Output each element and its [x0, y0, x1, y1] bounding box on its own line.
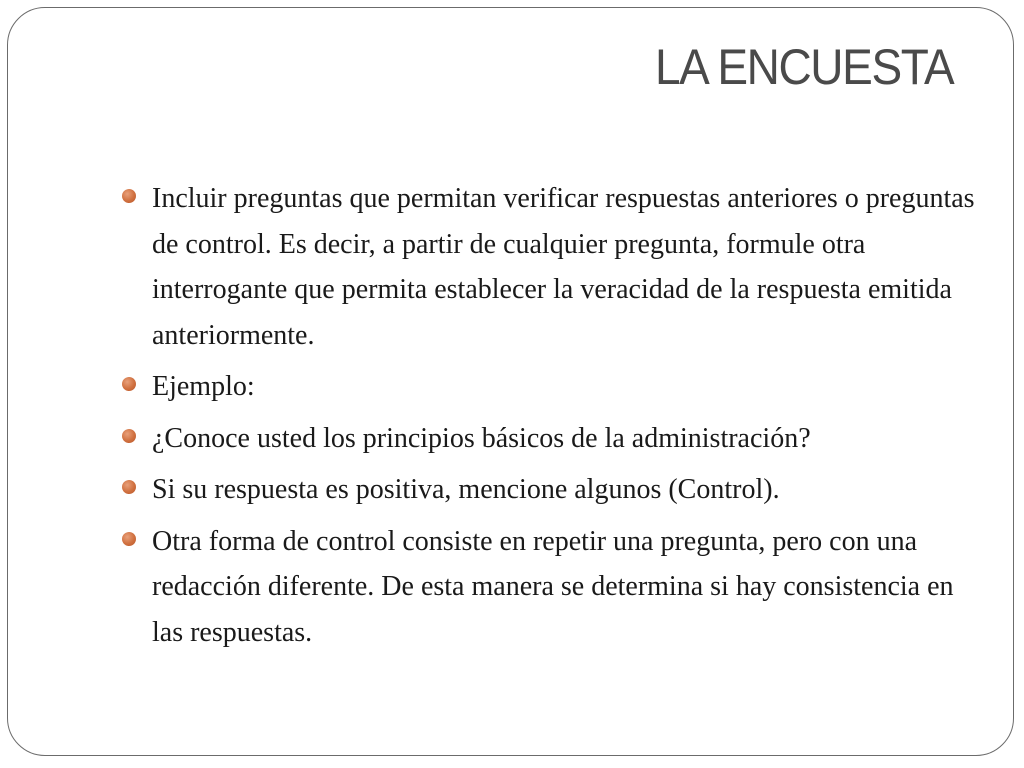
bullet-dot-icon	[122, 480, 136, 494]
bullet-list	[116, 176, 976, 661]
bullet-text: Si su respuesta es positiva, mencione algunos (Control).	[152, 474, 780, 505]
bullet-item	[116, 364, 976, 410]
bullet-text: Incluir preguntas que permitan verificar respuestas anteriores o preguntas de control. Es decir, a partir de cualquier pregunta, formule otra interrogante que permita establecer la veracidad de la respuesta emitida anteriormente.	[152, 183, 975, 351]
bullet-dot-icon	[122, 377, 136, 391]
bullet-item	[116, 176, 976, 358]
slide-frame	[7, 7, 1014, 756]
slide-title: LA ENCUESTA	[654, 39, 953, 95]
bullet-text: ¿Conoce usted los principios básicos de la administración?	[152, 422, 811, 454]
bullet-dot-icon	[122, 429, 136, 443]
bullet-item	[116, 519, 976, 656]
bullet-text: Otra forma de control consiste en repetir una pregunta, pero con una redacción diferente. De esta manera se determina si hay consistencia en las respuestas.	[152, 525, 954, 648]
bullet-dot-icon	[122, 532, 136, 546]
bullet-text: Ejemplo:	[152, 371, 255, 402]
bullet-dot-icon	[122, 189, 136, 203]
bullet-item	[116, 467, 976, 513]
bullet-item	[116, 416, 976, 462]
